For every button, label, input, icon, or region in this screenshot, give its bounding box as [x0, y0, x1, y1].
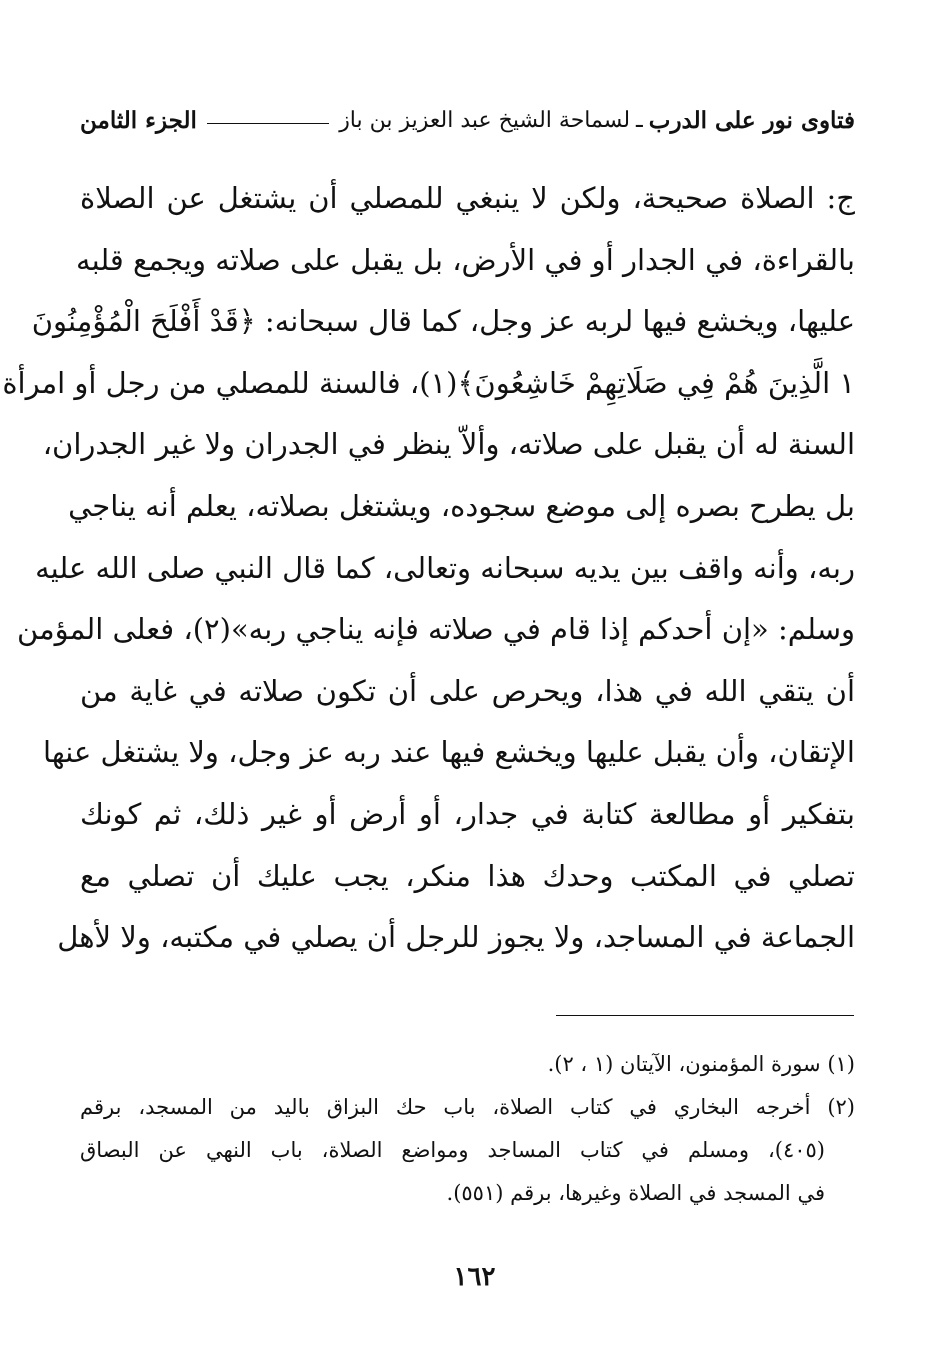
footnote-divider [556, 1015, 854, 1016]
footnote-line: (٤٠٥)، ومسلم في كتاب المساجد ومواضع الصلاة، باب النهي عن البصاق [80, 1138, 825, 1162]
body-line: السنة له أن يقبل على صلاته، وألاّ ينظر في الجدران ولا غير الجدران، [42, 427, 855, 462]
page-number: ١٦٢ [453, 1262, 496, 1292]
body-line: بتفكير أو مطالعة كتابة في جدار، أو أرض أو غير ذلك، ثم كونك [80, 796, 855, 831]
body-text [2, 168, 855, 969]
footnote-line: في المسجد في الصلاة وغيرها، برقم (٥٥١). [446, 1181, 825, 1205]
author-credit: لسماحة الشيخ عبد العزيز بن باز [339, 107, 631, 133]
header-rule [207, 123, 329, 124]
body-line: بل يطرح بصره إلى موضع سجوده، ويشتغل بصلاته، يعلم أنه يناجي [68, 488, 855, 523]
book-title: فتاوى نور على الدرب [648, 106, 855, 134]
running-header [80, 100, 855, 140]
body-line: عليها، ويخشع فيها لربه عز وجل، كما قال سبحانه: ﴿قَدْ أَفْلَحَ الْمُؤْمِنُونَ [31, 304, 855, 339]
body-line: بالقراءة، في الجدار أو في الأرض، بل يقبل على صلاته ويجمع قلبه [76, 242, 855, 277]
header-separator: ـ [636, 107, 643, 133]
footnote-line: (٢) أخرجه البخاري في كتاب الصلاة، باب حك البزاق باليد من المسجد، برقم [80, 1095, 855, 1119]
body-line: الجماعة في المساجد، ولا يجوز للرجل أن يصلي في مكتبه، ولا لأهل [57, 920, 855, 955]
body-line: الإتقان، وأن يقبل عليها ويخشع فيها عند ربه عز وجل، ولا يشتغل عنها [43, 735, 855, 770]
body-line: وسلم: «إن أحدكم إذا قام في صلاته فإنه يناجي ربه»(٢)، فعلى المؤمن [17, 612, 855, 647]
footnotes [80, 1043, 855, 1215]
part-label: الجزء الثامن [80, 106, 197, 134]
body-line: أن يتقي الله في هذا، ويحرص على أن تكون صلاته في غاية من [80, 673, 855, 708]
body-line: ربه، وأنه واقف بين يديه سبحانه وتعالى، كما قال النبي صلى الله عليه [35, 550, 855, 585]
body-line: ١ الَّذِينَ هُمْ فِي صَلَاتِهِمْ خَاشِعُونَ﴾(١)، فالسنة للمصلي من رجل أو امرأة [2, 365, 855, 400]
footnote-line: (١) سورة المؤمنون، الآيتان (١ ، ٢). [547, 1052, 855, 1076]
body-line: ج: الصلاة صحيحة، ولكن لا ينبغي للمصلي أن يشتغل عن الصلاة [80, 181, 855, 215]
body-line: تصلي في المكتب وحدك هذا منكر، يجب عليك أن تصلي مع [80, 858, 855, 893]
